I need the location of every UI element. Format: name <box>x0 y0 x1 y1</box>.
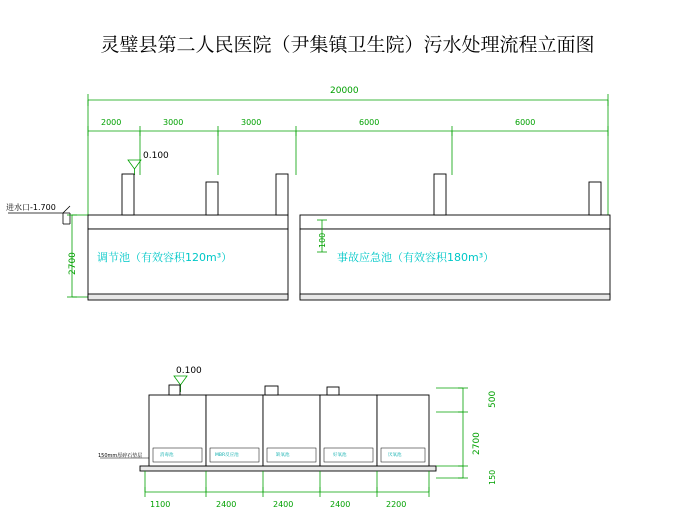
segment-dimension-label: 6000 <box>359 118 380 127</box>
elevation-mark-top: 0.100 <box>143 151 169 161</box>
bottom-top-dimension-500: 500 <box>488 390 498 408</box>
pool-label-adjust-tank: 调节池（有效容积120m³） <box>97 251 233 264</box>
segment-dimension-label: 3000 <box>241 118 262 127</box>
segment-dimension-label: 2000 <box>101 118 122 127</box>
overall-dimension-label: 20000 <box>330 86 359 96</box>
inlet-level-label: 进水口-1.700 <box>6 203 56 212</box>
unit-label-disinfection: 消毒池 <box>160 453 174 458</box>
segment-dimension-label: 6000 <box>515 118 536 127</box>
bottom-segment-dimension: 2400 <box>330 500 351 509</box>
height-dimension-2700: 2700 <box>68 252 78 275</box>
bottom-base-dimension-150: 150 <box>488 469 497 485</box>
pool-label-emergency-tank: 事故应急池（有效容积180m³） <box>337 251 495 264</box>
unit-label-aerobic: 好氧池 <box>333 453 347 458</box>
unit-label-anaerobic: 厌氧池 <box>388 453 402 458</box>
bottom-segment-dimension: 1100 <box>150 500 171 509</box>
unit-label-mbr: MBR反应池 <box>215 453 239 458</box>
bottom-segment-dimension: 2400 <box>216 500 237 509</box>
bottom-height-dimension-2700: 2700 <box>472 432 482 455</box>
segment-dimension-label: 3000 <box>163 118 184 127</box>
page-title: 灵璧县第二人民医院（尹集镇卫生院）污水处理流程立面图 <box>100 34 595 56</box>
wall-thickness-dimension: 100 <box>318 232 327 248</box>
bottom-segment-dimension: 2400 <box>273 500 294 509</box>
pipe-note-label: 150mm厚碎石垫层 <box>98 453 143 459</box>
elevation-mark-bottom: 0.100 <box>176 366 202 376</box>
unit-label-anoxic: 缺氧池 <box>276 453 290 458</box>
bottom-segment-dimension: 2200 <box>386 500 407 509</box>
